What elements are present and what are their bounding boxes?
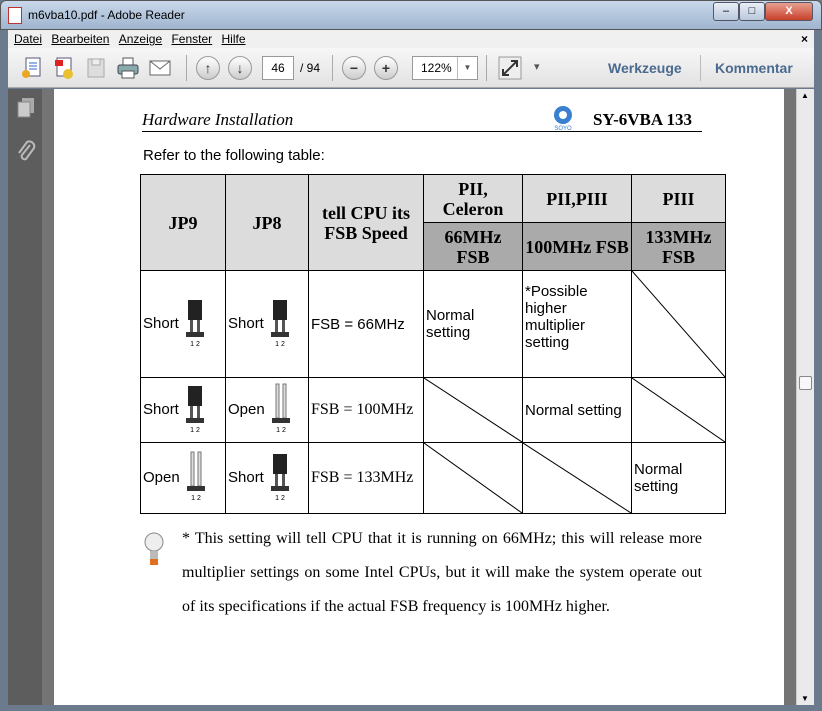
window-title: m6vba10.pdf - Adobe Reader: [28, 8, 185, 22]
cell-66mhz-na: [424, 443, 523, 514]
jumper-closed-icon: [270, 450, 290, 506]
vertical-scrollbar[interactable]: [796, 89, 814, 705]
jp9-state: Short: [143, 314, 179, 332]
next-page-button[interactable]: ↓: [228, 56, 252, 80]
cell-133mhz-na: [632, 378, 726, 443]
navigation-pane: [8, 89, 42, 705]
header-66mhz: 66MHz FSB: [424, 223, 523, 271]
maximize-button[interactable]: □: [739, 2, 765, 21]
scroll-up-icon[interactable]: ▲: [801, 91, 809, 100]
fullscreen-icon[interactable]: [498, 56, 522, 80]
chevron-down-icon: ▼: [457, 57, 477, 79]
svg-text:1 2: 1 2: [274, 341, 285, 348]
header-jp9: JP9: [141, 175, 226, 271]
jp8-state: Open: [228, 400, 265, 418]
jp8-state: Short: [228, 314, 264, 332]
zoom-value: 122%: [421, 61, 452, 75]
toolbar: [8, 48, 814, 88]
cell-66mhz-na: [424, 378, 523, 443]
jumper-open-icon: [186, 450, 206, 506]
menu-datei[interactable]: Datei: [14, 32, 43, 46]
menu-anzeige[interactable]: Anzeige: [118, 32, 163, 46]
cell-100mhz: Normal setting: [523, 378, 632, 443]
header-pii-piii: PII,PIII: [523, 175, 632, 223]
model-name: SY-6VBA 133: [592, 110, 692, 129]
jumper-closed-icon: [185, 296, 205, 352]
lightbulb-icon: [143, 530, 165, 570]
previous-page-button[interactable]: ↑: [196, 56, 220, 80]
table-row: [141, 271, 726, 378]
header-jp8: JP8: [226, 175, 309, 271]
print-icon[interactable]: [116, 56, 140, 80]
cell-133mhz: Normal setting: [632, 443, 726, 514]
zoom-select[interactable]: [412, 56, 478, 80]
footnote: * This setting will tell CPU that it is running on 66MHz; this will release more multiplier settings on some Intel CPUs, but it will make the system operate out of its specifications if the actual FSB frequency is 100MHz higher.: [182, 530, 702, 615]
create-pdf-icon[interactable]: [52, 56, 76, 80]
table-row: [141, 378, 726, 443]
svg-text:1 2: 1 2: [274, 495, 285, 502]
zoom-in-button[interactable]: +: [374, 56, 398, 80]
close-button[interactable]: X: [765, 2, 813, 21]
jp8-state: Short: [228, 468, 264, 486]
header-piii: PIII: [632, 175, 726, 223]
header-fsb-speed: tell CPU its FSB Speed: [309, 175, 424, 271]
jp9-state: Short: [143, 400, 179, 418]
title-bar: [0, 0, 822, 30]
attachment-icon[interactable]: [16, 139, 36, 163]
svg-text:1 2: 1 2: [275, 427, 286, 434]
cell-100mhz: *Possible higher multiplier setting: [523, 271, 632, 378]
header-pii-celeron: PII, Celeron: [424, 175, 523, 223]
header-100mhz: 100MHz FSB: [523, 223, 632, 271]
svg-text:1 2: 1 2: [189, 341, 200, 348]
fsb-value: FSB = 66MHz: [309, 271, 424, 378]
page-total: / 94: [300, 61, 321, 75]
werkzeuge-button[interactable]: Werkzeuge: [608, 60, 682, 76]
jumper-table: [140, 174, 726, 514]
page-header: [142, 110, 702, 132]
save-icon[interactable]: [84, 56, 108, 80]
cell-66mhz: Normal setting: [424, 271, 523, 378]
header-133mhz: 133MHz FSB: [632, 223, 726, 271]
page-number-input[interactable]: 46: [262, 56, 294, 80]
section-title: Hardware Installation: [142, 110, 294, 129]
fsb-value: FSB = 133MHz: [309, 443, 424, 514]
menu-bearbeiten[interactable]: Bearbeiten: [51, 32, 110, 46]
svg-text:1 2: 1 2: [190, 495, 201, 502]
table-row: [141, 443, 726, 514]
menu-fenster[interactable]: Fenster: [171, 32, 213, 46]
kommentar-button[interactable]: Kommentar: [715, 60, 793, 76]
svg-text:1 2: 1 2: [189, 427, 200, 434]
pdf-icon: [8, 7, 22, 24]
pages-icon[interactable]: [16, 97, 36, 119]
zoom-out-button[interactable]: −: [342, 56, 366, 80]
menu-bar: [8, 30, 814, 48]
cell-100mhz-na: [523, 443, 632, 514]
jp9-state: Open: [143, 468, 180, 486]
jumper-closed-icon: [185, 382, 205, 438]
close-document-button[interactable]: ×: [800, 32, 808, 46]
scroll-down-icon[interactable]: ▼: [801, 694, 809, 703]
jumper-closed-icon: [270, 296, 290, 352]
menu-hilfe[interactable]: Hilfe: [221, 32, 246, 46]
fsb-value: FSB = 100MHz: [309, 378, 424, 443]
email-icon[interactable]: [148, 56, 172, 80]
more-tools-icon[interactable]: ▾: [534, 61, 540, 73]
open-file-icon[interactable]: [20, 56, 44, 80]
svg-text:SOYO: SOYO: [554, 126, 572, 131]
intro-text: Refer to the following table:: [143, 147, 325, 164]
minimize-button[interactable]: –: [713, 2, 739, 21]
jumper-open-icon: [271, 382, 291, 438]
scrollbar-thumb[interactable]: [799, 376, 812, 390]
soyo-logo: [550, 105, 576, 131]
cell-133mhz-na: [632, 271, 726, 378]
